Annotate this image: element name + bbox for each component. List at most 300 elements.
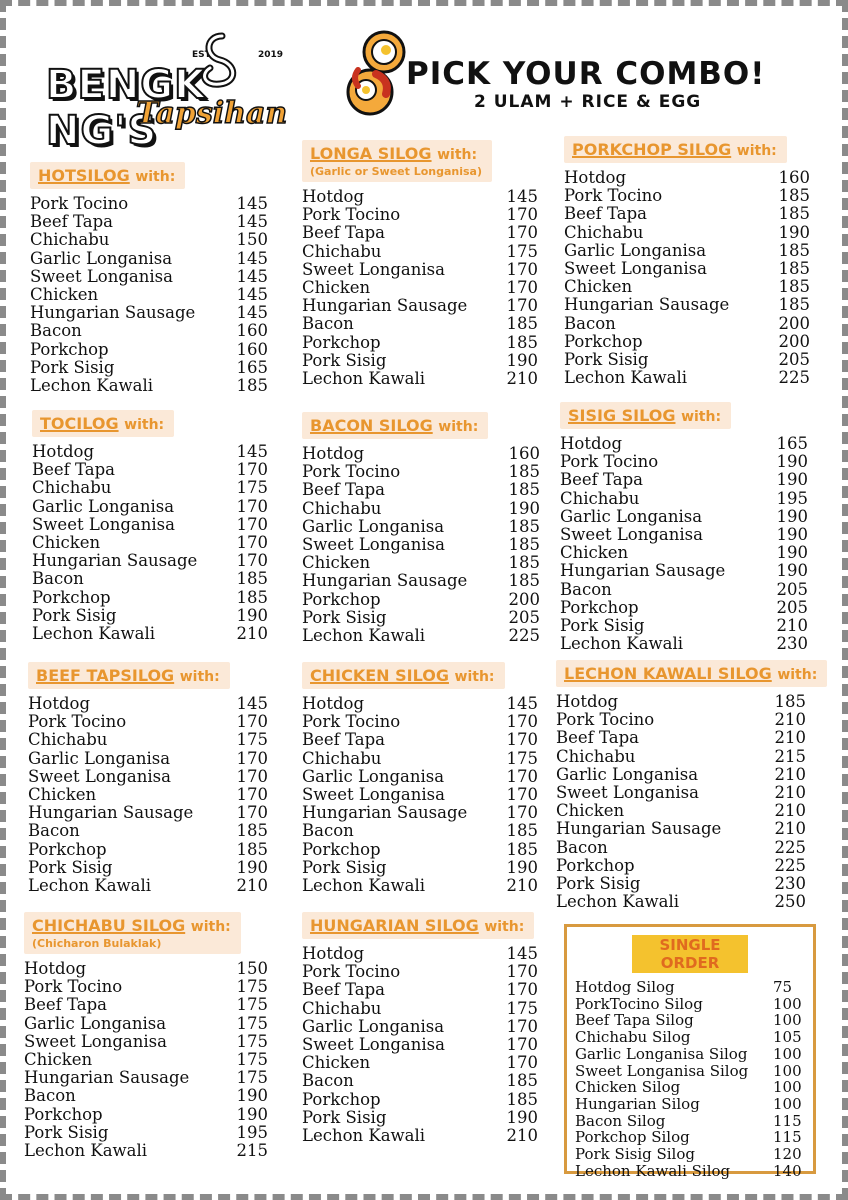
item-price: 170	[506, 259, 538, 279]
menu-item	[32, 461, 268, 479]
item-name: Chichabu	[564, 222, 644, 242]
section-hotsilog	[30, 162, 268, 395]
menu-item	[556, 857, 806, 875]
item-name: Pork Tocino	[30, 194, 129, 213]
menu-item	[30, 322, 268, 340]
item-price: 185	[778, 277, 810, 297]
menu-item	[564, 278, 810, 296]
item-price: 170	[506, 278, 538, 298]
menu-item	[30, 213, 268, 231]
menu-list	[302, 188, 538, 388]
item-name: Porkchop	[24, 1104, 103, 1124]
menu-item	[302, 554, 540, 572]
item-price: 175	[236, 1031, 268, 1051]
item-name: Bacon	[24, 1086, 76, 1106]
item-price: 210	[236, 624, 268, 644]
item-price: 190	[236, 857, 268, 877]
menu-item	[30, 286, 268, 304]
item-price: 185	[774, 692, 806, 711]
item-price: 170	[236, 551, 268, 571]
item-price: 175	[236, 730, 268, 750]
item-price: 100	[773, 1078, 802, 1097]
item-price: 145	[236, 694, 268, 713]
single-order-item	[575, 1113, 805, 1130]
item-name: Hotdog	[24, 959, 87, 978]
item-name: Lechon Kawali	[564, 368, 688, 388]
menu-item	[302, 261, 538, 279]
item-price: 190	[776, 506, 808, 526]
knot-icon	[192, 30, 250, 90]
item-name: Pork Sisig	[28, 857, 113, 877]
item-name: Chicken	[24, 1050, 93, 1070]
item-price: 175	[236, 1068, 268, 1088]
item-price: 100	[773, 1011, 802, 1030]
item-name: Sweet Longanisa	[302, 785, 445, 805]
single-order-item	[575, 1096, 805, 1113]
menu-item	[32, 570, 268, 588]
section-title: LONGA SILOG	[310, 144, 432, 163]
menu-item	[28, 768, 268, 786]
menu-item	[302, 1127, 538, 1145]
item-name: Beef Tapa	[556, 728, 639, 748]
item-price: 190	[506, 350, 538, 370]
item-name: Porkchop	[302, 332, 381, 352]
section-header	[302, 140, 492, 182]
menu-item	[24, 1051, 268, 1069]
menu-item	[556, 893, 806, 911]
menu-item	[564, 315, 810, 333]
item-name: Beef Tapa	[30, 212, 113, 232]
section-with-label: with:	[190, 919, 231, 935]
menu-item	[28, 804, 268, 822]
section-longa-silog	[302, 140, 538, 388]
menu-item	[302, 370, 538, 388]
menu-list	[302, 445, 540, 645]
menu-item	[28, 877, 268, 895]
section-bacon-silog	[302, 412, 540, 645]
menu-item	[32, 516, 268, 534]
menu-item	[564, 205, 810, 223]
item-price: 170	[236, 766, 268, 786]
item-price: 100	[773, 1094, 802, 1113]
item-name: Hotdog	[28, 694, 91, 713]
item-price: 170	[236, 748, 268, 768]
item-name: Pork Tocino	[302, 205, 401, 225]
menu-item	[556, 711, 806, 729]
menu-item	[24, 1124, 268, 1142]
menu-item	[302, 1109, 538, 1127]
item-price: 160	[778, 168, 810, 187]
item-name: Hungarian Sausage	[302, 571, 468, 591]
item-price: 170	[506, 785, 538, 805]
item-name: Pork Tocino	[302, 712, 401, 732]
menu-item	[302, 1018, 538, 1036]
item-price: 190	[778, 222, 810, 242]
menu-item	[560, 599, 808, 617]
item-price: 230	[774, 874, 806, 894]
item-price: 175	[236, 995, 268, 1015]
item-name: Bacon	[30, 321, 82, 341]
item-name: Sweet Longanisa	[30, 266, 173, 286]
menu-list	[32, 443, 268, 643]
logo-subtitle: Tapsihan	[136, 96, 288, 131]
item-price: 250	[774, 892, 806, 912]
item-price: 145	[236, 194, 268, 213]
section-subtitle: (Chicharon Bulaklak)	[32, 937, 162, 950]
item-price: 170	[506, 962, 538, 982]
item-name: Beef Tapa	[302, 480, 385, 500]
item-name: Hungarian Silog	[575, 1094, 700, 1113]
item-name: Porkchop Silog	[575, 1128, 690, 1147]
item-name: Garlic Longanisa	[556, 764, 699, 784]
item-name: Lechon Kawali	[24, 1141, 148, 1161]
menu-item	[24, 1142, 268, 1160]
item-name: Sweet Longanisa	[302, 259, 445, 279]
item-name: Sweet Longanisa	[28, 766, 171, 786]
item-name: Pork Sisig	[302, 1107, 387, 1127]
item-name: Pork Tocino	[28, 712, 127, 732]
item-price: 185	[778, 186, 810, 206]
item-name: Hotdog	[302, 694, 365, 713]
item-price: 150	[236, 959, 268, 978]
menu-item	[30, 268, 268, 286]
single-order-item	[575, 996, 805, 1013]
item-price: 170	[236, 533, 268, 553]
item-name: Garlic Longanisa	[302, 1016, 445, 1036]
single-order-item	[575, 1012, 805, 1029]
item-name: Hotdog	[302, 944, 365, 963]
item-name: Bacon	[560, 579, 612, 599]
menu-item	[24, 1033, 268, 1051]
menu-item	[302, 500, 540, 518]
item-price: 170	[506, 1053, 538, 1073]
menu-item	[564, 333, 810, 351]
item-price: 170	[506, 980, 538, 1000]
item-name: Bacon	[564, 313, 616, 333]
single-order-item	[575, 1029, 805, 1046]
section-with-label: with:	[777, 667, 818, 683]
item-price: 185	[506, 1071, 538, 1091]
item-price: 170	[506, 1016, 538, 1036]
item-name: Chicken	[564, 277, 633, 297]
menu-item	[32, 479, 268, 497]
section-title: LECHON KAWALI SILOG	[564, 664, 772, 683]
item-price: 170	[236, 803, 268, 823]
item-price: 170	[506, 766, 538, 786]
menu-item	[32, 607, 268, 625]
item-price: 175	[506, 998, 538, 1018]
menu-item	[302, 786, 538, 804]
section-title: TOCILOG	[40, 414, 119, 433]
menu-item	[28, 695, 268, 713]
menu-item	[302, 963, 538, 981]
menu-item	[28, 731, 268, 749]
single-order-item	[575, 979, 805, 996]
section-sisig-silog	[560, 402, 808, 653]
item-name: Pork Sisig	[30, 357, 115, 377]
item-name: Pork Sisig	[302, 857, 387, 877]
item-price: 185	[508, 462, 540, 482]
item-name: Pork Tocino	[564, 186, 663, 206]
section-with-label: with:	[484, 919, 525, 935]
item-name: Garlic Longanisa	[32, 496, 175, 516]
menu-item	[30, 231, 268, 249]
menu-item	[302, 279, 538, 297]
item-name: Hotdog Silog	[575, 978, 675, 996]
item-name: Hungarian Sausage	[560, 561, 726, 581]
menu-item	[302, 572, 540, 590]
brand-logo	[46, 24, 326, 154]
menu-item	[24, 1069, 268, 1087]
item-name: Bacon	[32, 569, 84, 589]
item-name: Hotdog	[302, 187, 365, 206]
item-price: 170	[506, 1035, 538, 1055]
item-name: Lechon Kawali Silog	[575, 1161, 731, 1180]
item-name: Hotdog	[556, 692, 619, 711]
item-name: Sweet Longanisa	[560, 525, 703, 545]
section-header	[556, 660, 827, 687]
menu-item	[564, 296, 810, 314]
item-price: 210	[774, 819, 806, 839]
item-price: 170	[236, 496, 268, 516]
item-price: 100	[773, 1044, 802, 1063]
menu-item	[30, 304, 268, 322]
item-name: Pork Tocino	[302, 962, 401, 982]
item-name: Hungarian Sausage	[24, 1068, 190, 1088]
menu-list	[560, 435, 808, 653]
item-price: 190	[776, 452, 808, 472]
item-name: Garlic Longanisa	[302, 516, 445, 536]
item-price: 185	[508, 553, 540, 573]
item-name: Garlic Longanisa	[564, 240, 707, 260]
menu-item	[556, 820, 806, 838]
section-chicken-silog	[302, 662, 538, 895]
item-price: 210	[774, 728, 806, 748]
section-title: CHICHABU SILOG	[32, 916, 186, 935]
menu-item	[28, 786, 268, 804]
item-name: Garlic Longanisa Silog	[575, 1044, 748, 1063]
menu-item	[24, 1087, 268, 1105]
item-name: Chichabu	[560, 488, 640, 508]
item-price: 175	[236, 478, 268, 498]
item-price: 225	[774, 855, 806, 875]
item-price: 175	[236, 977, 268, 997]
item-name: Bacon Silog	[575, 1111, 666, 1130]
section-header	[302, 912, 534, 939]
item-name: Chicken	[28, 785, 97, 805]
menu-item	[302, 445, 540, 463]
item-name: Porkchop	[302, 1089, 381, 1109]
section-with-label: with:	[736, 143, 777, 159]
menu-item	[560, 435, 808, 453]
item-name: Garlic Longanisa	[30, 248, 173, 268]
item-name: Hotdog	[560, 434, 623, 453]
item-price: 175	[506, 748, 538, 768]
item-price: 205	[776, 579, 808, 599]
section-title: BEEF TAPSILOG	[36, 666, 175, 685]
item-name: Pork Tocino	[560, 452, 659, 472]
item-price: 190	[776, 543, 808, 563]
item-price: 145	[236, 266, 268, 286]
item-name: Sweet Longanisa Silog	[575, 1061, 749, 1080]
single-order-item	[575, 1163, 805, 1180]
section-title: HOTSILOG	[38, 166, 130, 185]
menu-item	[32, 534, 268, 552]
menu-item	[302, 841, 538, 859]
item-name: Lechon Kawali	[302, 1126, 426, 1146]
item-name: Hotdog	[32, 442, 95, 461]
menu-item	[28, 822, 268, 840]
section-title: SISIG SILOG	[568, 406, 676, 425]
item-name: Pork Tocino	[556, 710, 655, 730]
menu-item	[30, 359, 268, 377]
item-price: 225	[508, 626, 540, 646]
item-price: 185	[508, 535, 540, 555]
item-price: 190	[776, 470, 808, 490]
menu-item	[560, 508, 808, 526]
menu-list	[302, 945, 538, 1145]
item-price: 210	[506, 1126, 538, 1146]
item-name: Chicken	[302, 1053, 371, 1073]
menu-item	[28, 713, 268, 731]
item-name: Chicken Silog	[575, 1078, 681, 1097]
item-price: 210	[506, 876, 538, 896]
item-name: Bacon	[28, 821, 80, 841]
menu-item	[564, 187, 810, 205]
item-name: Pork Tocino	[24, 977, 123, 997]
menu-item	[560, 544, 808, 562]
item-price: 170	[236, 460, 268, 480]
item-name: Porkchop	[302, 589, 381, 609]
item-price: 165	[776, 434, 808, 453]
menu-item	[564, 169, 810, 187]
item-name: Lechon Kawali	[556, 892, 680, 912]
item-price: 115	[773, 1111, 802, 1130]
section-header	[302, 412, 488, 439]
item-price: 210	[774, 710, 806, 730]
menu-item	[302, 627, 540, 645]
item-name: Chicken	[556, 801, 625, 821]
section-header	[32, 410, 174, 437]
menu-item	[302, 713, 538, 731]
single-order-item	[575, 1063, 805, 1080]
section-header	[302, 662, 505, 689]
item-name: Chicken	[560, 543, 629, 563]
item-price: 185	[508, 516, 540, 536]
item-name: Porkchop	[556, 855, 635, 875]
item-name: Lechon Kawali	[28, 876, 152, 896]
menu-item	[32, 443, 268, 461]
menu-item	[302, 243, 538, 261]
item-name: Chichabu	[302, 498, 382, 518]
item-price: 170	[506, 205, 538, 225]
menu-item	[302, 877, 538, 895]
menu-item	[302, 463, 540, 481]
section-header	[24, 912, 241, 954]
menu-item	[28, 859, 268, 877]
logo-est: EST.	[192, 50, 213, 60]
item-name: Pork Sisig	[302, 350, 387, 370]
item-name: Sweet Longanisa	[32, 514, 175, 534]
menu-item	[564, 369, 810, 387]
item-name: Garlic Longanisa	[560, 506, 703, 526]
menu-list	[24, 960, 268, 1160]
item-price: 145	[506, 694, 538, 713]
menu-item	[28, 750, 268, 768]
item-price: 160	[236, 339, 268, 359]
section-chichabu-silog	[24, 912, 268, 1160]
menu-item	[560, 617, 808, 635]
menu-item	[24, 1015, 268, 1033]
item-name: Beef Tapa Silog	[575, 1011, 694, 1030]
item-price: 185	[236, 569, 268, 589]
item-name: Pork Sisig Silog	[575, 1145, 695, 1164]
item-price: 145	[236, 442, 268, 461]
menu-item	[564, 224, 810, 242]
item-name: Chicken	[302, 553, 371, 573]
item-name: Lechon Kawali	[560, 634, 684, 654]
item-name: Porkchop	[32, 587, 111, 607]
item-name: Beef Tapa	[24, 995, 107, 1015]
single-order-box	[564, 924, 816, 1180]
item-price: 170	[506, 296, 538, 316]
item-price: 75	[773, 978, 793, 996]
menu-item	[32, 552, 268, 570]
item-price: 165	[236, 357, 268, 377]
item-price: 210	[776, 616, 808, 636]
menu-item	[302, 1036, 538, 1054]
item-price: 185	[778, 240, 810, 260]
item-price: 185	[506, 839, 538, 859]
item-name: Pork Sisig	[302, 607, 387, 627]
item-price: 185	[236, 376, 268, 396]
item-name: Chicken	[302, 278, 371, 298]
item-price: 230	[776, 634, 808, 654]
item-price: 175	[506, 241, 538, 261]
item-name: Porkchop	[28, 839, 107, 859]
item-price: 195	[776, 488, 808, 508]
item-name: Hungarian Sausage	[30, 303, 196, 323]
item-price: 190	[776, 525, 808, 545]
item-name: Porkchop	[560, 597, 639, 617]
item-price: 185	[506, 314, 538, 334]
item-name: Beef Tapa	[564, 204, 647, 224]
single-order-item	[575, 1079, 805, 1096]
menu-item	[24, 996, 268, 1014]
item-price: 195	[236, 1122, 268, 1142]
item-name: Chichabu Silog	[575, 1028, 691, 1047]
item-price: 225	[774, 837, 806, 857]
item-name: Chichabu	[556, 746, 636, 766]
single-order-list	[575, 979, 805, 1179]
single-order-item	[575, 1129, 805, 1146]
item-price: 190	[506, 857, 538, 877]
menu-item	[556, 875, 806, 893]
item-price: 145	[506, 187, 538, 206]
item-name: Bacon	[302, 314, 354, 334]
single-order-item	[575, 1146, 805, 1163]
section-title: CHICKEN SILOG	[310, 666, 449, 685]
item-name: Chicken	[30, 285, 99, 305]
item-name: Pork Sisig	[24, 1122, 109, 1142]
item-name: Beef Tapa	[32, 460, 115, 480]
item-price: 215	[236, 1141, 268, 1161]
menu-item	[24, 978, 268, 996]
item-name: Sweet Longanisa	[24, 1031, 167, 1051]
item-name: Porkchop	[564, 331, 643, 351]
item-price: 210	[506, 369, 538, 389]
menu-item	[302, 768, 538, 786]
